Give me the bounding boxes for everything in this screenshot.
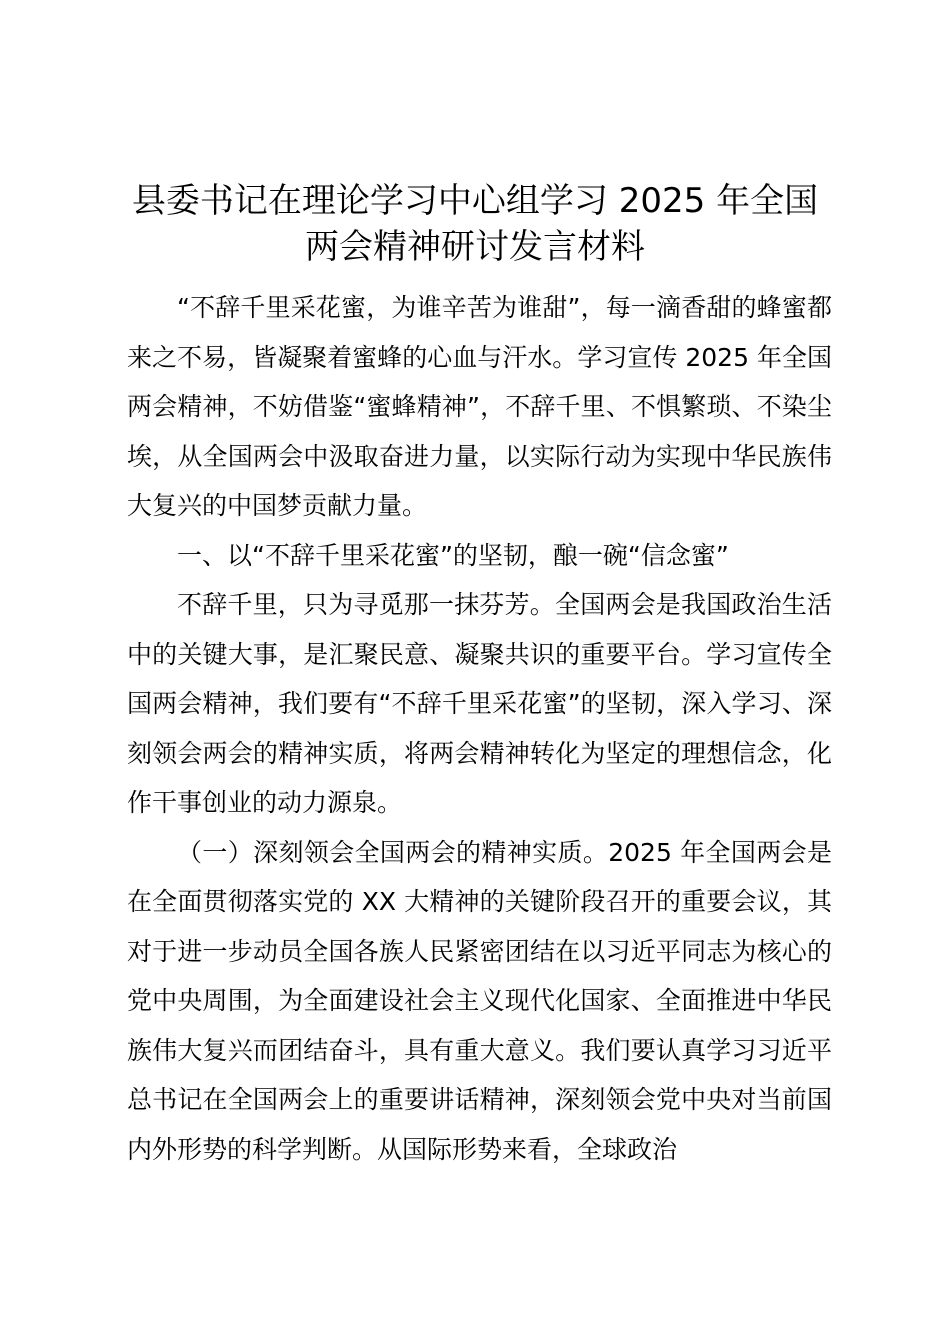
paragraph-intro: “不辞千里采花蜜，为谁辛苦为谁甜”，每一滴香甜的蜂蜜都来之不易，皆凝聚着蜜蜂的心血与汗水。学习宣传 2025 年全国两会精神，不妨借鉴“蜜蜂精神”，不辞千里、不惧繁琐、不染尘埃，从全国两会中汲取奋进力量，以实际行动为实现中华民族伟大复兴的中国梦贡献力量。 xyxy=(127,293,832,520)
paragraph-section-1: 不辞千里，只为寻觅那一抹芬芳。全国两会是我国政治生活中的关键大事，是汇聚民意、凝聚共识的重要平台。学习宣传全国两会精神，我们要有“不辞千里采花蜜”的坚韧，深入学习、深刻领会两会的精神实质，将两会精神转化为坚定的理想信念，化作干事创业的动力源泉。 xyxy=(127,590,832,817)
title-line-2: 两会精神研讨发言材料 xyxy=(305,227,645,267)
title-line-1: 县委书记在理论学习中心组学习 2025 年全国 xyxy=(131,181,819,221)
paragraph-subsection-1: （一）深刻领会全国两会的精神实质。2025 年全国两会是在全面贯彻落实党的 XX 大精神的关键阶段召开的重要会议，其对于进一步动员全国各族人民紧密团结在以习近平同志为核心的党中央周围，为全面建设社会主义现代化国家、全面推进中华民族伟大复兴而团结奋斗，具有重大意义。我们要认真学习习近平总书记在全国两会上的重要讲话精神，深刻领会党中央对当前国内外形势的科学判断。从国际形势来看，全球政治 xyxy=(127,837,832,1164)
document-title xyxy=(100,178,850,270)
section-heading-1: 一、以“不辞千里采花蜜”的坚韧，酿一碗“信念蜜” xyxy=(177,540,729,570)
document-body xyxy=(127,283,832,1174)
